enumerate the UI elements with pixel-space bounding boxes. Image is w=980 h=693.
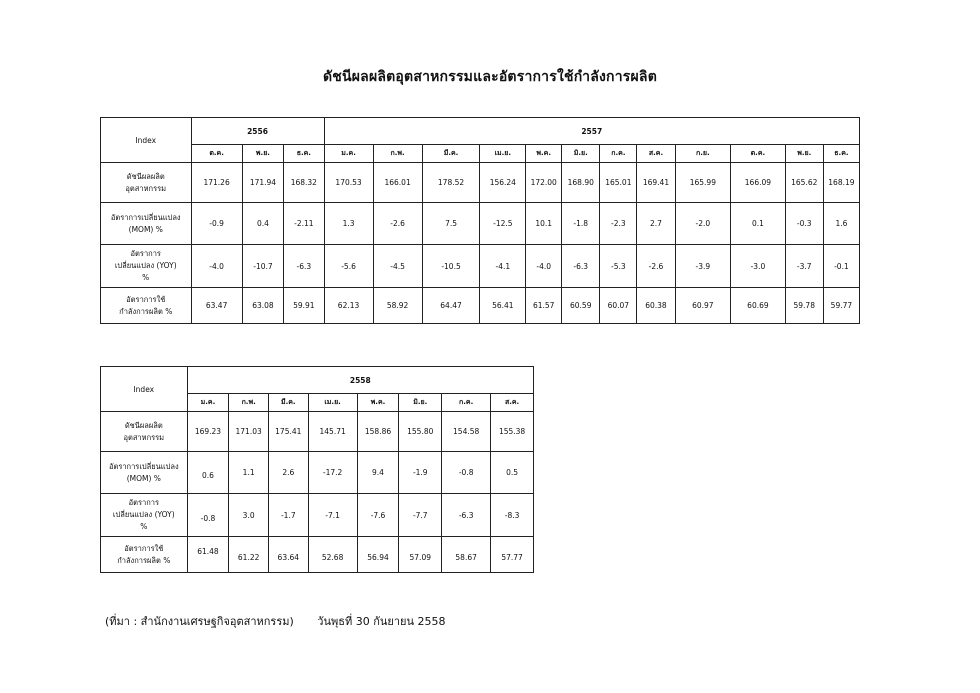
month-header-cell: ม.ค. bbox=[187, 394, 229, 412]
month-header-row bbox=[101, 145, 860, 163]
row-label-line: กำลังการผลิต % bbox=[119, 306, 173, 316]
month-header-cell: มี.ค. bbox=[422, 145, 480, 163]
cell-value: 2.6 bbox=[282, 468, 295, 477]
cell-value: -8.3 bbox=[504, 510, 520, 520]
data-cell bbox=[284, 245, 324, 288]
data-cell bbox=[373, 288, 422, 324]
data-cell bbox=[491, 452, 534, 494]
cell-value: 61.22 bbox=[237, 553, 260, 562]
cell-value: -1.9 bbox=[412, 468, 428, 477]
cell-value: 60.69 bbox=[747, 301, 769, 310]
cell-value: 59.77 bbox=[830, 301, 853, 310]
data-cell bbox=[785, 245, 823, 288]
cell-value: 64.47 bbox=[440, 301, 462, 310]
cell-value: 165.99 bbox=[689, 178, 716, 187]
data-cell bbox=[562, 245, 600, 288]
month-header-cell: ก.พ. bbox=[373, 145, 422, 163]
cell-value: 1.6 bbox=[835, 219, 848, 228]
row-label-line: อัตราการ bbox=[130, 249, 161, 258]
cell-value: 63.47 bbox=[205, 301, 228, 310]
cell-value: -7.7 bbox=[412, 510, 428, 520]
data-cell bbox=[637, 163, 675, 203]
data-cell bbox=[442, 412, 491, 452]
data-cell bbox=[600, 203, 637, 245]
data-row-mpi bbox=[101, 412, 534, 452]
data-cell bbox=[562, 203, 600, 245]
month-header-cell: พ.ย. bbox=[242, 145, 283, 163]
cell-value: -0.1 bbox=[834, 261, 849, 271]
year-header-row bbox=[101, 367, 534, 394]
cell-value: 7.5 bbox=[445, 219, 457, 228]
cell-value: 58.92 bbox=[386, 301, 409, 310]
data-cell bbox=[491, 412, 534, 452]
cell-value: 155.38 bbox=[498, 427, 526, 436]
cell-value: 62.13 bbox=[337, 301, 360, 310]
row-label-mpi bbox=[101, 412, 188, 452]
cell-value: 158.86 bbox=[364, 427, 392, 436]
cell-value: 171.94 bbox=[249, 178, 277, 187]
row-label-line: เปลี่ยนแปลง (YOY) bbox=[114, 261, 177, 270]
row-label-line: อัตราการเปลี่ยนแปลง bbox=[110, 212, 181, 222]
cell-value: 0.6 bbox=[201, 471, 214, 480]
cell-value: -6.3 bbox=[458, 510, 474, 520]
month-header-cell: ก.พ. bbox=[229, 394, 269, 412]
data-cell bbox=[187, 452, 229, 494]
data-cell bbox=[562, 163, 600, 203]
cell-value: -17.2 bbox=[322, 468, 343, 477]
cell-value: -0.8 bbox=[458, 468, 474, 477]
cell-value: 171.26 bbox=[203, 178, 230, 187]
cell-value: 0.1 bbox=[751, 219, 764, 228]
cell-value: -2.11 bbox=[294, 219, 314, 228]
cell-value: -2.0 bbox=[695, 219, 711, 228]
cell-value: 57.77 bbox=[501, 553, 523, 562]
row-label-line: % bbox=[142, 273, 150, 282]
data-cell bbox=[637, 288, 675, 324]
data-cell bbox=[268, 537, 308, 573]
data-cell bbox=[324, 203, 373, 245]
year-header-2556: 2556 bbox=[191, 118, 324, 145]
data-cell bbox=[229, 537, 269, 573]
cell-value: 59.78 bbox=[793, 301, 815, 310]
data-cell bbox=[442, 494, 491, 537]
month-header-cell: ต.ค. bbox=[731, 145, 786, 163]
cell-value: 58.67 bbox=[455, 553, 477, 562]
data-cell bbox=[357, 537, 399, 573]
cell-value: 10.1 bbox=[535, 219, 553, 228]
data-cell bbox=[399, 452, 442, 494]
row-label-cap bbox=[101, 288, 192, 324]
data-row-yoy bbox=[101, 245, 860, 288]
row-label-line: (MOM) % bbox=[126, 473, 161, 483]
data-cell bbox=[823, 203, 859, 245]
source-text: (ที่มา : สำนักงานเศรษฐกิจอุตสาหกรรม) bbox=[105, 615, 294, 628]
cell-value: -7.6 bbox=[370, 510, 386, 520]
cell-value: 2.7 bbox=[650, 219, 662, 228]
cell-value: -6.3 bbox=[296, 261, 312, 271]
month-header-cell: ส.ค. bbox=[637, 145, 675, 163]
cell-value: 168.19 bbox=[828, 178, 855, 187]
row-label-yoy bbox=[101, 494, 188, 537]
data-cell bbox=[373, 163, 422, 203]
data-cell bbox=[480, 288, 526, 324]
data-cell bbox=[480, 203, 526, 245]
row-label-line: อุตสาหกรรม bbox=[125, 183, 167, 193]
row-label-line: อัตราการใช้ bbox=[126, 294, 166, 304]
row-label-line: อุตสาหกรรม bbox=[123, 432, 165, 442]
data-cell bbox=[284, 288, 324, 324]
data-cell bbox=[284, 203, 324, 245]
data-cell bbox=[229, 452, 269, 494]
data-cell bbox=[268, 412, 308, 452]
cell-value: -5.3 bbox=[611, 261, 626, 271]
cell-value: 169.23 bbox=[194, 427, 222, 436]
cell-value: -1.8 bbox=[573, 219, 589, 228]
cell-value: -4.0 bbox=[209, 261, 224, 271]
data-cell bbox=[637, 245, 675, 288]
month-header-cell: ม.ค. bbox=[324, 145, 373, 163]
data-cell bbox=[785, 203, 823, 245]
month-header-cell: พ.ย. bbox=[785, 145, 823, 163]
cell-value: 156.24 bbox=[489, 178, 516, 187]
row-label-line: (MOM) % bbox=[128, 224, 163, 234]
cell-value: -5.6 bbox=[341, 261, 356, 271]
data-cell bbox=[284, 163, 324, 203]
cell-value: -12.5 bbox=[493, 219, 513, 228]
cell-value: 0.4 bbox=[256, 219, 269, 228]
data-cell bbox=[526, 203, 562, 245]
data-row-mom bbox=[101, 452, 534, 494]
cell-value: 165.01 bbox=[605, 178, 632, 187]
row-label-mpi bbox=[101, 163, 192, 203]
year-header-2557: 2557 bbox=[324, 118, 859, 145]
cell-value: 60.59 bbox=[570, 301, 592, 310]
data-cell bbox=[324, 245, 373, 288]
month-header-cell: ก.ค. bbox=[600, 145, 637, 163]
month-header-cell: มี.ค. bbox=[268, 394, 308, 412]
cell-value: -10.5 bbox=[441, 261, 461, 271]
year-header-2558: 2558 bbox=[187, 367, 533, 394]
cell-value: 61.48 bbox=[197, 547, 219, 556]
data-cell bbox=[187, 537, 229, 573]
data-cell bbox=[229, 494, 269, 537]
month-header-cell: เม.ย. bbox=[480, 145, 526, 163]
month-header-cell: ธ.ค. bbox=[823, 145, 859, 163]
data-cell bbox=[785, 163, 823, 203]
cell-value: 61.57 bbox=[532, 301, 555, 310]
cell-value: 169.41 bbox=[642, 178, 670, 187]
row-label-line: ดัชนีผลผลิต bbox=[126, 171, 165, 181]
cell-value: -3.7 bbox=[796, 261, 812, 271]
data-cell bbox=[357, 412, 399, 452]
row-label-line: ดัชนีผลผลิต bbox=[124, 420, 163, 430]
month-header-cell: ธ.ค. bbox=[284, 145, 324, 163]
page-title: ดัชนีผลผลิตอุตสาหกรรมและอัตราการใช้กำลังการผลิต bbox=[323, 69, 657, 85]
data-cell bbox=[399, 494, 442, 537]
data-cell bbox=[637, 203, 675, 245]
cell-value: -0.3 bbox=[796, 219, 812, 228]
cell-value: 1.3 bbox=[342, 219, 355, 228]
row-label-line: เปลี่ยนแปลง (YOY) bbox=[112, 510, 175, 519]
cell-value: 57.09 bbox=[409, 553, 431, 562]
data-row-mom bbox=[101, 203, 860, 245]
data-cell bbox=[308, 452, 357, 494]
data-cell bbox=[324, 163, 373, 203]
data-cell bbox=[480, 163, 526, 203]
cell-value: -2.3 bbox=[611, 219, 626, 228]
month-header-cell: มิ.ย. bbox=[562, 145, 600, 163]
data-cell bbox=[324, 288, 373, 324]
data-cell bbox=[526, 163, 562, 203]
data-cell bbox=[191, 245, 242, 288]
data-cell bbox=[242, 163, 283, 203]
data-cell bbox=[491, 537, 534, 573]
row-label-mom bbox=[101, 203, 192, 245]
data-cell bbox=[600, 288, 637, 324]
data-cell bbox=[823, 163, 859, 203]
cell-value: 171.03 bbox=[235, 427, 262, 436]
data-cell bbox=[422, 245, 480, 288]
data-cell bbox=[442, 537, 491, 573]
cell-value: -3.9 bbox=[695, 261, 711, 271]
data-cell bbox=[823, 288, 859, 324]
cell-value: 59.91 bbox=[293, 301, 315, 310]
data-cell bbox=[357, 452, 399, 494]
data-cell bbox=[442, 452, 491, 494]
month-header-cell: มิ.ย. bbox=[399, 394, 442, 412]
cell-value: 60.97 bbox=[692, 301, 714, 310]
cell-value: -2.6 bbox=[648, 261, 664, 271]
data-cell bbox=[491, 494, 534, 537]
data-cell bbox=[187, 494, 229, 537]
cell-value: 168.90 bbox=[567, 178, 594, 187]
data-cell bbox=[422, 288, 480, 324]
month-header-cell: ต.ค. bbox=[191, 145, 242, 163]
cell-value: 56.41 bbox=[492, 301, 514, 310]
data-cell bbox=[600, 245, 637, 288]
cell-value: 166.01 bbox=[384, 178, 411, 187]
data-row-cap bbox=[101, 288, 860, 324]
data-cell bbox=[562, 288, 600, 324]
cell-value: 63.08 bbox=[252, 301, 274, 310]
data-cell bbox=[268, 494, 308, 537]
data-cell bbox=[191, 163, 242, 203]
cell-value: 165.62 bbox=[791, 178, 818, 187]
data-cell bbox=[480, 245, 526, 288]
data-cell bbox=[191, 288, 242, 324]
cell-value: 178.52 bbox=[437, 178, 465, 187]
data-cell bbox=[675, 163, 731, 203]
data-cell bbox=[308, 537, 357, 573]
data-cell bbox=[731, 203, 786, 245]
cell-value: 166.09 bbox=[744, 178, 772, 187]
data-cell bbox=[823, 245, 859, 288]
data-cell bbox=[422, 163, 480, 203]
data-cell bbox=[731, 288, 786, 324]
cell-value: 60.07 bbox=[607, 301, 630, 310]
row-label-line: กำลังการผลิต % bbox=[117, 555, 171, 565]
index-header-cell: Index bbox=[101, 118, 192, 163]
data-cell bbox=[229, 412, 269, 452]
row-label-yoy bbox=[101, 245, 192, 288]
month-header-cell: ส.ค. bbox=[491, 394, 534, 412]
cell-value: -0.9 bbox=[209, 219, 224, 228]
cell-value: 145.71 bbox=[319, 427, 346, 436]
data-cell bbox=[526, 245, 562, 288]
data-cell bbox=[187, 412, 229, 452]
cell-value: -0.8 bbox=[200, 513, 216, 523]
data-cell bbox=[191, 203, 242, 245]
cell-value: -10.7 bbox=[253, 261, 273, 271]
data-cell bbox=[785, 288, 823, 324]
source-note bbox=[105, 612, 445, 630]
data-row-yoy bbox=[101, 494, 534, 537]
cell-value: 172.00 bbox=[530, 178, 557, 187]
cell-value: -3.0 bbox=[750, 261, 766, 271]
cell-value: 60.38 bbox=[645, 301, 667, 310]
cell-value: -7.1 bbox=[325, 510, 340, 520]
data-cell bbox=[675, 203, 731, 245]
index-header-cell: Index bbox=[101, 367, 188, 412]
cell-value: -6.3 bbox=[573, 261, 589, 271]
data-row-mpi bbox=[101, 163, 860, 203]
data-cell bbox=[675, 245, 731, 288]
cell-value: -4.0 bbox=[536, 261, 551, 271]
data-cell bbox=[675, 288, 731, 324]
cell-value: -4.5 bbox=[390, 261, 405, 271]
month-header-cell: ก.ค. bbox=[442, 394, 491, 412]
row-label-line: % bbox=[140, 522, 148, 531]
row-label-mom bbox=[101, 452, 188, 494]
data-row-cap bbox=[101, 537, 534, 573]
data-cell bbox=[422, 203, 480, 245]
cell-value: -1.7 bbox=[280, 510, 296, 520]
data-cell bbox=[242, 288, 283, 324]
cell-value: 155.80 bbox=[407, 427, 434, 436]
cell-value: 1.1 bbox=[242, 468, 255, 477]
data-cell bbox=[526, 288, 562, 324]
cell-value: 3.0 bbox=[242, 510, 255, 520]
data-cell bbox=[242, 245, 283, 288]
cell-value: 168.32 bbox=[290, 178, 317, 187]
row-label-line: อัตราการเปลี่ยนแปลง bbox=[108, 461, 179, 471]
data-cell bbox=[268, 452, 308, 494]
index-table-2558 bbox=[100, 366, 534, 573]
data-cell bbox=[399, 412, 442, 452]
data-cell bbox=[357, 494, 399, 537]
data-cell bbox=[731, 163, 786, 203]
data-cell bbox=[399, 537, 442, 573]
row-label-line: อัตราการ bbox=[128, 498, 159, 507]
month-header-cell: ก.ย. bbox=[675, 145, 731, 163]
cell-value: 170.53 bbox=[335, 178, 362, 187]
cell-value: 0.5 bbox=[506, 468, 519, 477]
cell-value: 56.94 bbox=[367, 553, 389, 562]
index-table-2556-2557 bbox=[100, 117, 860, 324]
month-header-cell: พ.ค. bbox=[357, 394, 399, 412]
month-header-cell: พ.ค. bbox=[526, 145, 562, 163]
cell-value: 154.58 bbox=[453, 427, 480, 436]
data-cell bbox=[308, 494, 357, 537]
data-cell bbox=[373, 203, 422, 245]
cell-value: 52.68 bbox=[321, 553, 344, 562]
row-label-line: อัตราการใช้ bbox=[124, 543, 164, 553]
row-label-cap bbox=[101, 537, 188, 573]
data-cell bbox=[373, 245, 422, 288]
data-cell bbox=[308, 412, 357, 452]
data-cell bbox=[600, 163, 637, 203]
month-header-cell: เม.ย. bbox=[308, 394, 357, 412]
year-header-row bbox=[101, 118, 860, 145]
cell-value: -4.1 bbox=[495, 261, 511, 271]
data-cell bbox=[731, 245, 786, 288]
data-cell bbox=[242, 203, 283, 245]
cell-value: 9.4 bbox=[372, 468, 384, 477]
cell-value: 175.41 bbox=[275, 427, 302, 436]
cell-value: -2.6 bbox=[390, 219, 405, 228]
source-date: วันพุธที่ 30 กันยายน 2558 bbox=[317, 615, 446, 628]
cell-value: 63.64 bbox=[277, 553, 300, 562]
